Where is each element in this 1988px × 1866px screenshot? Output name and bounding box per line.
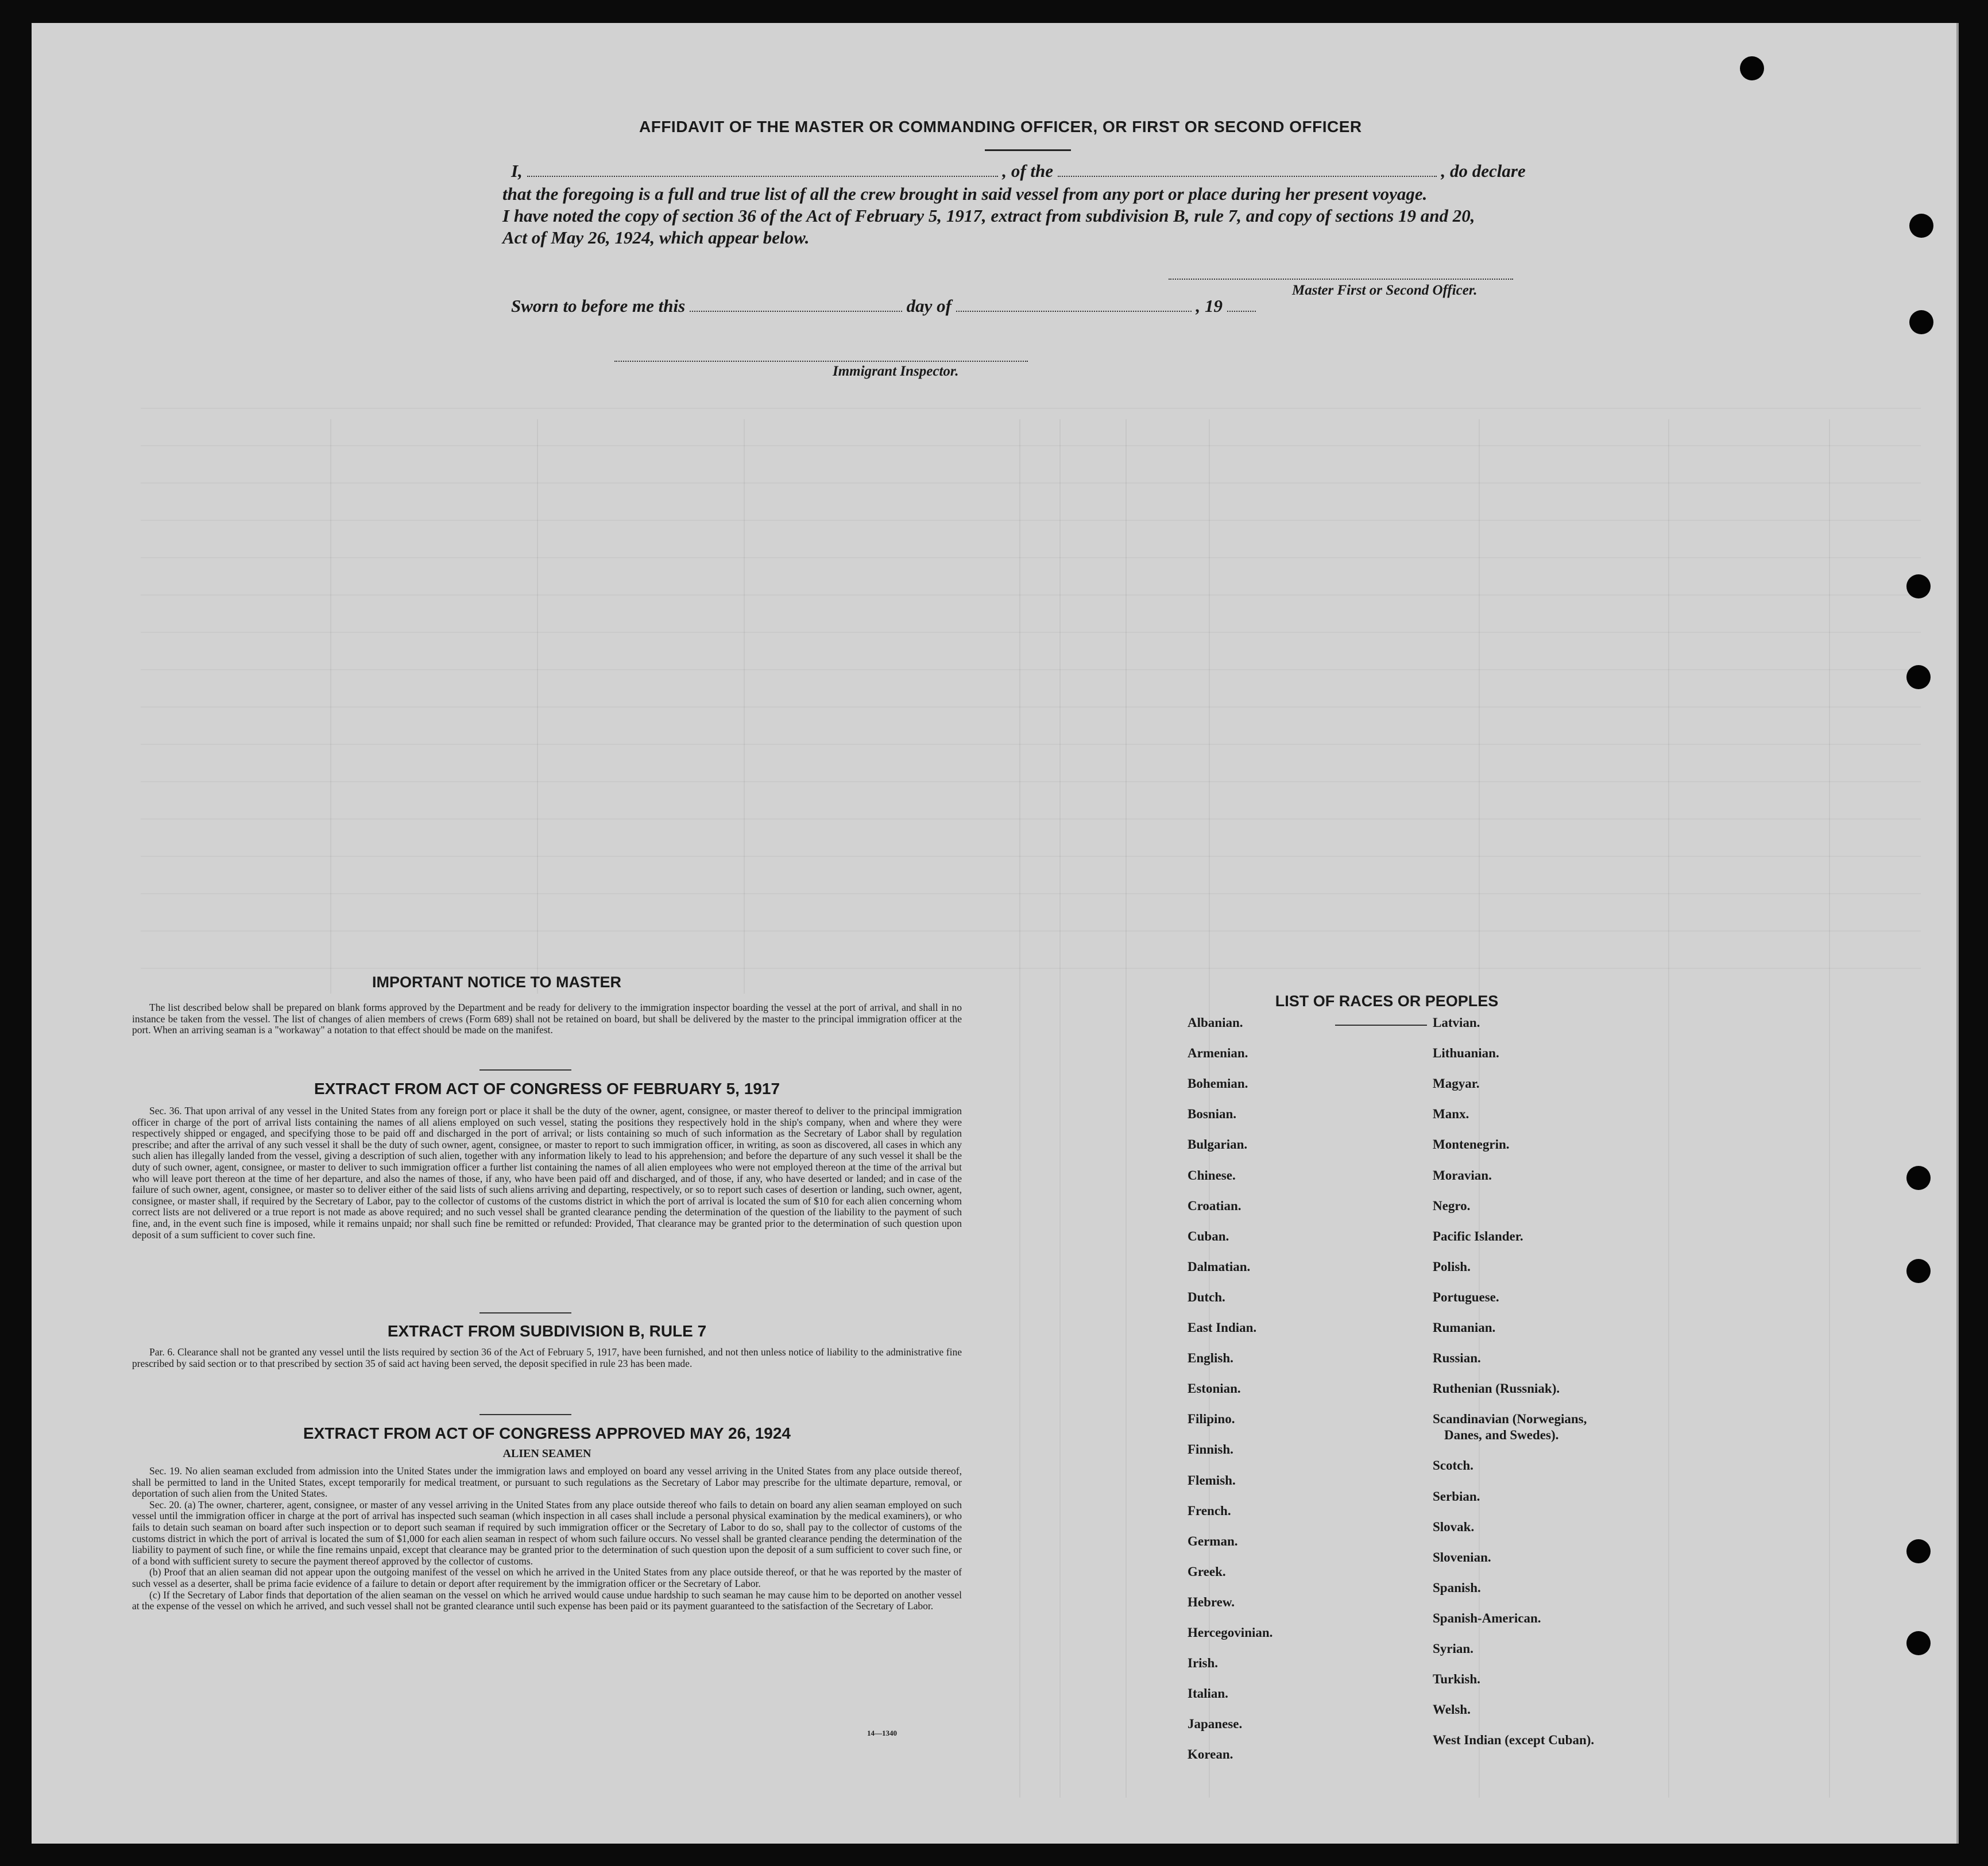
affidavit-of-the: , of the — [1002, 161, 1054, 181]
race-item: Greek. — [1188, 1564, 1226, 1579]
master-signature-line — [1169, 279, 1513, 280]
name-blank — [527, 162, 998, 177]
paragraph-6: Par. 6. Clearance shall not be granted any vessel until the lists required by section 36 of the Act of February 5, 1917, have been furnished, and not then unless notice of liability to the administrative fine prescribed by said section or to that prescribed by section 35 of said act having been served, the deposit specified in rule 23 has been made. — [132, 1346, 962, 1369]
race-item: Magyar. — [1433, 1076, 1480, 1091]
race-item: Slovenian. — [1433, 1550, 1491, 1564]
race-item: Spanish-American. — [1433, 1610, 1541, 1625]
race-item: Lithuanian. — [1433, 1046, 1499, 1061]
race-item: Irish. — [1188, 1656, 1219, 1671]
affidavit-line-1 — [511, 161, 1526, 181]
subdivision-b-text — [132, 1347, 962, 1369]
race-item: Polish. — [1433, 1259, 1471, 1274]
vessel-blank — [1058, 162, 1437, 177]
form-number: 14—1340 — [867, 1729, 897, 1737]
race-item: Finnish. — [1188, 1442, 1233, 1457]
extract-1924-title: EXTRACT FROM ACT OF CONGRESS APPROVED MAY 26, 1924 — [303, 1424, 791, 1442]
race-item: Japanese. — [1188, 1717, 1243, 1732]
race-item: Armenian. — [1188, 1046, 1248, 1061]
punch-hole — [1906, 1631, 1931, 1655]
extract-1924-text — [132, 1466, 962, 1612]
punch-hole — [1906, 1166, 1931, 1190]
race-item: Moravian. — [1433, 1168, 1492, 1183]
races-title: LIST OF RACES OR PEOPLES — [1275, 992, 1499, 1010]
race-item: Croatian. — [1188, 1198, 1241, 1213]
race-item: Scotch. — [1433, 1458, 1473, 1473]
race-item: Filipino. — [1188, 1412, 1235, 1427]
race-item: West Indian (except Cuban). — [1433, 1733, 1595, 1748]
punch-hole — [1909, 310, 1933, 334]
subdivision-b-title: EXTRACT FROM SUBDIVISION B, RULE 7 — [387, 1322, 707, 1340]
race-item: French. — [1188, 1503, 1231, 1518]
extract-1917-text — [132, 1106, 962, 1241]
race-item: Manx. — [1433, 1107, 1469, 1122]
race-item: Hercegovinian. — [1188, 1625, 1273, 1640]
sworn-line — [511, 296, 1256, 316]
inspector-signature-line — [614, 361, 1028, 362]
notice-paragraph: The list described below shall be prepared on blank forms approved by the Department and be ready for delivery to the immigration inspector boarding the vessel at the port of arrival, and shall in no instance be taken from the vessel. The list of changes of alien members of crews (Form 689) shall not be retained on board, but shall be delivered by the master to the principal immigration officer at the port. When an arriving seaman is a "workaway" a notation to that effect should be made on the manifest. — [132, 1002, 962, 1036]
punch-hole — [1909, 214, 1933, 238]
race-item: Danes, and Swedes). — [1444, 1428, 1559, 1443]
race-item: Bulgarian. — [1188, 1137, 1248, 1152]
extract-1917-title: EXTRACT FROM ACT OF CONGRESS OF FEBRUARY 5, 1917 — [314, 1080, 780, 1098]
race-item: Estonian. — [1188, 1381, 1241, 1396]
race-item: Montenegrin. — [1433, 1137, 1510, 1152]
affidavit-line-3: I have noted the copy of section 36 of the Act of February 5, 1917, extract from subdivision B, rule 7, and copy of sections 19 and 20, — [502, 206, 1475, 226]
section-rule — [479, 1312, 571, 1313]
affidavit-declare: , do declare — [1441, 161, 1526, 181]
notice-text — [132, 1002, 962, 1036]
race-item: Dalmatian. — [1188, 1259, 1251, 1274]
inspector-signature-label: Immigrant Inspector. — [833, 364, 959, 379]
punch-hole — [1906, 1259, 1931, 1283]
section-rule — [479, 1069, 571, 1071]
section-20b-paragraph: (b) Proof that an alien seaman did not appear upon the outgoing manifest of the vessel on which he arrived in the United States from any place outside thereof, or that he was reported by the master of such vessel as a deserter, shall be prima facie evidence of a failure to detain or deport after requirement by the immigration officer or the Secretary of Labor. — [132, 1566, 962, 1589]
master-signature-label: Master First or Second Officer. — [1292, 283, 1478, 298]
race-item: Russian. — [1433, 1351, 1481, 1366]
race-item: Hebrew. — [1188, 1594, 1235, 1609]
race-item: Rumanian. — [1433, 1320, 1496, 1335]
punch-hole — [1740, 56, 1764, 80]
race-item: Albanian. — [1188, 1015, 1243, 1030]
race-item: Welsh. — [1433, 1702, 1471, 1717]
sworn-day-blank — [690, 297, 902, 312]
punch-hole — [1906, 1539, 1931, 1563]
notice-title: IMPORTANT NOTICE TO MASTER — [372, 973, 621, 991]
day-of-text: day of — [906, 296, 952, 316]
race-item: Latvian. — [1433, 1015, 1480, 1030]
affidavit-title: AFFIDAVIT OF THE MASTER OR COMMANDING OFFICER, OR FIRST OR SECOND OFFICER — [639, 118, 1362, 136]
sworn-text: Sworn to before me this — [511, 296, 686, 316]
race-item: Turkish. — [1433, 1672, 1480, 1687]
race-item: East Indian. — [1188, 1320, 1257, 1335]
race-item: Serbian. — [1433, 1489, 1480, 1504]
race-item: Slovak. — [1433, 1519, 1475, 1534]
race-item: Cuban. — [1188, 1228, 1229, 1243]
race-item: English. — [1188, 1351, 1233, 1366]
title-rule — [985, 149, 1071, 151]
race-item: Bosnian. — [1188, 1107, 1237, 1122]
alien-seamen-subtitle: ALIEN SEAMEN — [502, 1447, 591, 1460]
affidavit-i: I, — [511, 161, 523, 181]
race-item: Negro. — [1433, 1198, 1471, 1213]
manifest-page — [32, 23, 1959, 1844]
race-item: Italian. — [1188, 1686, 1228, 1701]
race-item: Flemish. — [1188, 1473, 1236, 1488]
race-item: Spanish. — [1433, 1580, 1481, 1595]
race-item: German. — [1188, 1533, 1238, 1548]
section-19-paragraph: Sec. 19. No alien seaman excluded from admission into the United States under the immigration laws and employed on board any vessel arriving in the United States from any place outside thereof, shall be permitted to land in the United States, except temporarily for medical treatment, or pursuant to such regulations as the Secretary of Labor may prescribe for the ultimate departure, removal, or deportation of such alien from the United States. — [132, 1465, 962, 1500]
section-36-paragraph: Sec. 36. That upon arrival of any vessel in the United States from any foreign port or place it shall be the duty of the owner, agent, consignee, or master thereof to deliver to the principal immigration officer in charge of the port of arrival lists containing the names of all aliens employed on such vessel, stating the positions they respectively hold in the ship's company, when and where they were respectively shipped or engaged, and specifying those to be paid off and discharged in the port of arrival; or lists containing so much of such information as the Secretary of Labor shall by regulation prescribe; and after the arrival of any such vessel it shall be the duty of such owner, agent, consignee, or master to report to such immigration officer, in writing, as soon as discovered, all cases in which any such alien has illegally landed from the vessel, giving a description of such alien, together with any information likely to lead to his apprehension; and before the departure of any such vessel it shall be the duty of such owner, agent, consignee, or master to deliver to such immigration officer a further list containing the names of all alien employees who were not employed thereon at the time of the arrival but who will leave port thereon at the time of her departure, and also the names of those, if any, who have been paid off and discharged, and of those, if any, who have deserted or landed; and in case of the failure of such owner, agent, consignee, or master so to deliver either of the said lists of such aliens arriving and departing, respectively, or so to report such cases of desertion or landing, such owner, agent, consignee, or master shall, if required by the Secretary of Labor, pay to the collector of customs of the customs district in which the port of arrival is located the sum of $10 for each alien concerning whom correct lists are not delivered or a true report is not made as above required; and no such vessel shall be granted clearance pending the determination of the question of the liability to the payment of such fine, and, in the event such fine is imposed, while it remains unpaid; nor shall such fine be remitted or refunded: Provided, That clearance may be granted prior to the determination of such question upon deposit of a sum sufficient to cover such fine. — [132, 1105, 962, 1241]
race-item: Ruthenian (Russniak). — [1433, 1381, 1560, 1396]
race-item: Portuguese. — [1433, 1289, 1499, 1304]
races-title-rule — [1335, 1025, 1427, 1026]
race-item: Korean. — [1188, 1747, 1233, 1762]
sworn-year-blank — [1227, 297, 1256, 312]
section-20a-paragraph: Sec. 20. (a) The owner, charterer, agent, consignee, or master of any vessel arriving in the United States from any place outside thereof who fails to detain on board any alien seaman employed on such vessel until the immigration officer in charge at the port of arrival has inspected such seaman (which inspection in all cases shall include a personal physical examination by the medical examiners), or who fails to detain such seaman on board after such inspection or to deport such seaman if required by such immigration officer or the Secretary of Labor to do so, shall pay to the collector of customs of the customs district in which the port of arrival is located the sum of $1,000 for each alien seaman in respect of whom such failure occurs. No vessel shall be granted clearance pending the determination of the liability to payment of such fine, or while the fine remains unpaid, except that clearance may be granted prior to the determination of such question upon the deposit of a sum sufficient to cover such fine, or of a bond with sufficient surety to secure the payment thereof approved by the collector of customs. — [132, 1498, 962, 1567]
race-item: Dutch. — [1188, 1289, 1225, 1304]
race-item: Chinese. — [1188, 1168, 1236, 1183]
section-rule — [479, 1414, 571, 1415]
race-item: Bohemian. — [1188, 1076, 1248, 1091]
affidavit-line-4: Act of May 26, 1924, which appear below. — [502, 227, 810, 248]
affidavit-line-2: that the foregoing is a full and true list of all the crew brought in said vessel from any port or place during her present voyage. — [502, 184, 1428, 204]
race-item: Pacific Islander. — [1433, 1228, 1523, 1243]
section-20c-paragraph: (c) If the Secretary of Labor finds that deportation of the alien seaman on the vessel on which he arrived would cause undue hardship to such seaman he may cause him to be deported on another vessel at the expense of the vessel on which he arrived, and such vessel shall not be granted clearance until such expense has been paid or its payment guaranteed to the satisfaction of the Secretary of Labor. — [132, 1589, 962, 1612]
race-item: Scandinavian (Norwegians, — [1433, 1412, 1587, 1427]
race-item: Syrian. — [1433, 1641, 1473, 1656]
year-text: , 19 — [1196, 296, 1223, 316]
sworn-month-blank — [956, 297, 1192, 312]
